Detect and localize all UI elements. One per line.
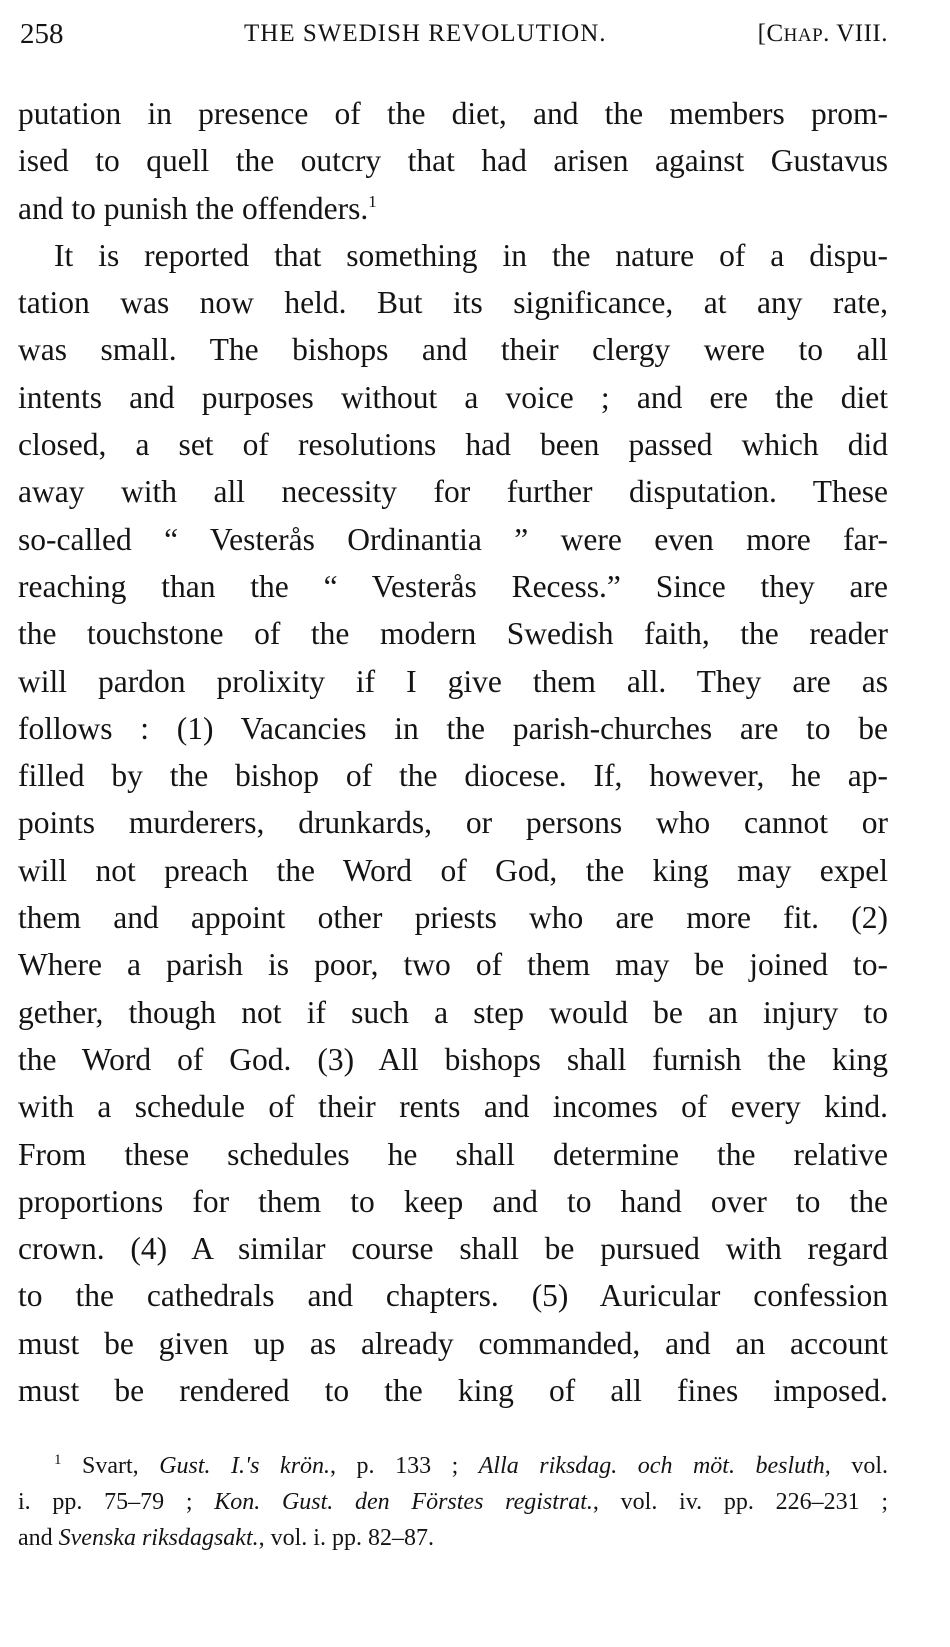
- text-line: putation in presence of the diet, and the members prom-: [18, 96, 888, 131]
- text-line: intents and purposes without a voice ; and ere the diet: [18, 379, 888, 415]
- footnotes: [18, 1448, 888, 1556]
- footnote-title: Kon. Gust. den Förstes registrat.: [214, 1489, 593, 1515]
- text-line: points murderers, drunkards, or persons who cannot or: [18, 805, 888, 841]
- text-line: filled by the bishop of the diocese. If, however, he ap-: [18, 758, 888, 794]
- footnote-text: vol.: [830, 1453, 888, 1479]
- footnote-text: , p. 133 ;: [330, 1453, 479, 1479]
- text-line: will not preach the Word of God, the king may expel: [18, 852, 888, 888]
- text-line: tation was now held. But its significance, at any rate,: [18, 285, 888, 321]
- chapter-bracket: [: [757, 20, 767, 47]
- footnote-text: Svart,: [82, 1453, 160, 1479]
- text-line: crown. (4) A similar course shall be pursued with regard: [18, 1231, 888, 1267]
- text-line: the Word of God. (3) All bishops shall furnish the king: [18, 1041, 888, 1077]
- footnote-line: [18, 1448, 888, 1484]
- chapter-smallcaps: HAP: [783, 25, 824, 46]
- footnote-line: [18, 1484, 888, 1520]
- text-line: so-called “ Vesterås Ordinantia ” were even more far-: [18, 521, 888, 557]
- footnote-title: Gust. I.'s krön.: [159, 1453, 331, 1479]
- text-line: ised to quell the outcry that had arisen against Gustavus: [18, 143, 888, 179]
- text-line: [18, 185, 888, 232]
- text-line: them and appoint other priests who are more fit. (2): [18, 900, 888, 936]
- text-line: will pardon prolixity if I give them all. They are as: [18, 663, 888, 699]
- text-line: away with all necessity for further disputation. These: [18, 474, 888, 510]
- chapter-number: . VIII.: [823, 20, 888, 47]
- text-line: the touchstone of the modern Swedish faith, the reader: [18, 616, 888, 652]
- footnote-title: Svenska riksdagsakt.: [58, 1525, 259, 1551]
- chapter-initial: C: [766, 20, 784, 47]
- text-line: was small. The bishops and their clergy were to all: [18, 332, 888, 368]
- text-line: follows : (1) Vacancies in the parish-churches are to be: [18, 710, 888, 746]
- footnote-text: , vol. i. pp. 82–87.: [258, 1525, 434, 1551]
- paragraph-start-line: It is reported that something in the nature of a dispu-: [54, 237, 888, 273]
- footnote-text: , vol. iv. pp. 226–231 ;: [592, 1489, 888, 1515]
- text-line: must be given up as already commanded, and an account: [18, 1325, 888, 1361]
- footnote-text: and: [18, 1525, 59, 1551]
- text-line: to the cathedrals and chapters. (5) Auricular confession: [18, 1278, 888, 1314]
- text-line: Where a parish is poor, two of them may be joined to-: [18, 947, 888, 983]
- footnote-text: i. pp. 75–79 ;: [18, 1489, 215, 1515]
- text-line: From these schedules he shall determine the relative: [18, 1136, 888, 1172]
- page-number: 258: [20, 18, 64, 50]
- book-page: [18, 0, 888, 1647]
- footnote-marker: 1: [54, 1452, 62, 1468]
- footnote-title: Alla riksdag. och möt. besluth,: [478, 1453, 831, 1479]
- footnote-ref: 1: [368, 191, 377, 211]
- page-header: [18, 14, 888, 54]
- body-text: [18, 90, 888, 1414]
- text-line-content: and to punish the offenders.: [18, 190, 369, 226]
- text-line: gether, though not if such a step would be an injury to: [18, 994, 888, 1030]
- running-title: THE SWEDISH REVOLUTION.: [244, 20, 607, 47]
- text-line: closed, a set of resolutions had been passed which did: [18, 427, 888, 463]
- text-line: reaching than the “ Vesterås Recess.” Since they are: [18, 568, 888, 604]
- footnote-line: [18, 1520, 888, 1556]
- text-line: proportions for them to keep and to hand over to the: [18, 1183, 888, 1219]
- chapter-label: [758, 14, 888, 56]
- text-line: with a schedule of their rents and incomes of every kind.: [18, 1089, 888, 1125]
- text-line: must be rendered to the king of all fines imposed.: [18, 1373, 888, 1409]
